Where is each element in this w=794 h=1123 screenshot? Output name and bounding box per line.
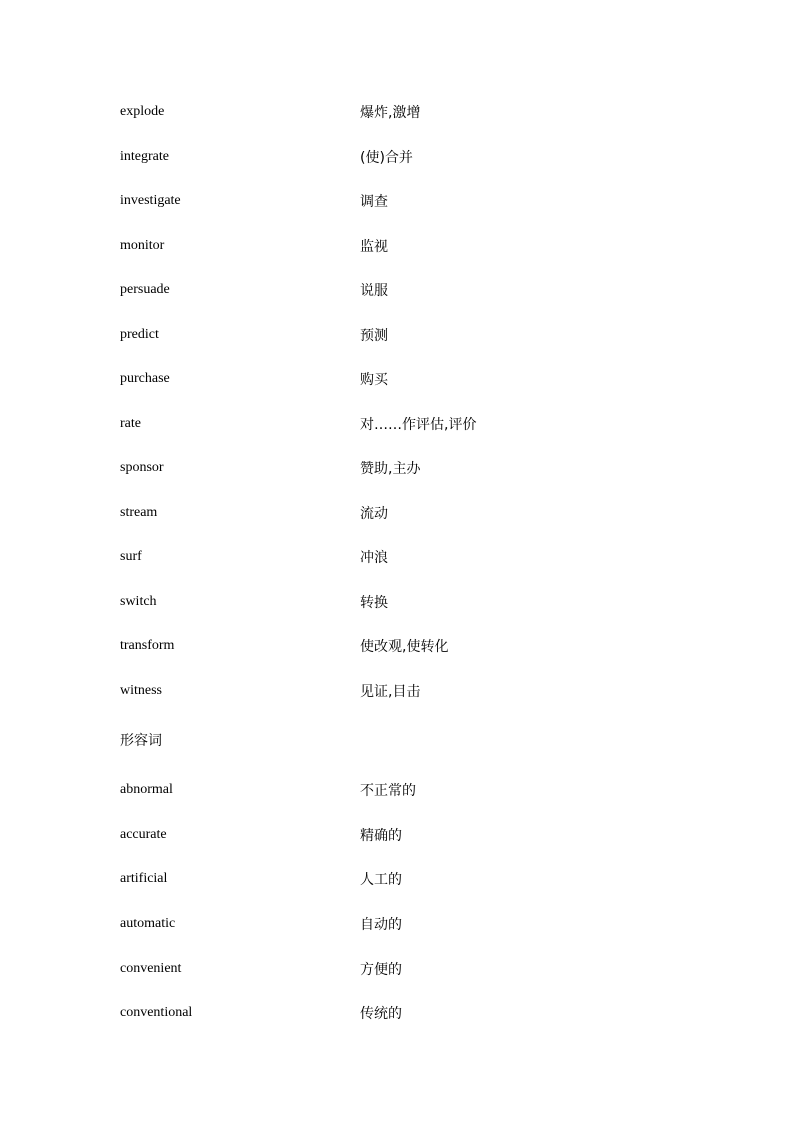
vocab-row <box>120 323 680 347</box>
vocab-meaning: 转换 <box>360 595 388 611</box>
vocab-row <box>120 823 680 847</box>
vocab-meaning: 爆炸,激增 <box>360 105 421 121</box>
vocab-row <box>120 778 680 802</box>
vocab-meaning: 传统的 <box>360 1006 402 1022</box>
vocab-row <box>120 145 680 169</box>
vocab-meaning: 监视 <box>360 239 388 255</box>
vocab-row <box>120 545 680 569</box>
vocab-meaning: 购买 <box>360 372 388 388</box>
vocab-word: witness <box>120 683 162 698</box>
vocab-meaning: 流动 <box>360 506 388 522</box>
vocab-word: artificial <box>120 871 168 886</box>
vocab-row <box>120 100 680 124</box>
vocab-word: abnormal <box>120 782 173 797</box>
vocab-meaning: 人工的 <box>360 872 402 888</box>
vocab-row <box>120 456 680 480</box>
vocab-meaning: 不正常的 <box>360 783 416 799</box>
vocab-row <box>120 679 680 703</box>
vocab-word: switch <box>120 594 157 609</box>
vocab-row <box>120 501 680 525</box>
vocab-word: transform <box>120 638 175 653</box>
vocab-meaning: 见证,目击 <box>360 684 421 700</box>
vocab-row <box>120 412 680 436</box>
vocab-word: explode <box>120 104 165 119</box>
vocab-word: monitor <box>120 238 165 253</box>
vocab-meaning: 预测 <box>360 328 388 344</box>
vocab-meaning: 对……作评估,评价 <box>360 417 477 433</box>
vocab-meaning: 使改观,使转化 <box>360 639 449 655</box>
vocab-row <box>120 912 680 936</box>
vocab-row <box>120 1001 680 1025</box>
vocab-row <box>120 189 680 213</box>
vocab-word: investigate <box>120 193 181 208</box>
vocab-word: surf <box>120 549 142 564</box>
vocab-meaning: 调查 <box>360 194 388 210</box>
vocab-word: conventional <box>120 1005 193 1020</box>
vocab-word: sponsor <box>120 460 164 475</box>
vocab-word: automatic <box>120 916 176 931</box>
vocab-meaning: 自动的 <box>360 917 402 933</box>
vocab-word: purchase <box>120 371 170 386</box>
vocab-word: persuade <box>120 282 170 297</box>
vocab-word: accurate <box>120 827 167 842</box>
vocab-row <box>120 634 680 658</box>
vocab-word: rate <box>120 416 141 431</box>
vocab-word: stream <box>120 505 158 520</box>
vocab-meaning: 冲浪 <box>360 550 388 566</box>
vocab-word: integrate <box>120 149 169 164</box>
vocab-row <box>120 367 680 391</box>
vocab-word: convenient <box>120 961 182 976</box>
vocab-meaning: 精确的 <box>360 828 402 844</box>
vocab-meaning: 方便的 <box>360 962 402 978</box>
vocab-meaning: 赞助,主办 <box>360 461 421 477</box>
vocab-row <box>120 590 680 614</box>
vocab-row <box>120 278 680 302</box>
vocab-meaning: 说服 <box>360 283 388 299</box>
vocab-row <box>120 234 680 258</box>
vocab-row <box>120 867 680 891</box>
vocab-word: predict <box>120 327 159 342</box>
section-heading-adjectives: 形容词 <box>120 733 162 749</box>
vocab-meaning: (使)合并 <box>360 150 413 166</box>
vocab-row <box>120 957 680 981</box>
